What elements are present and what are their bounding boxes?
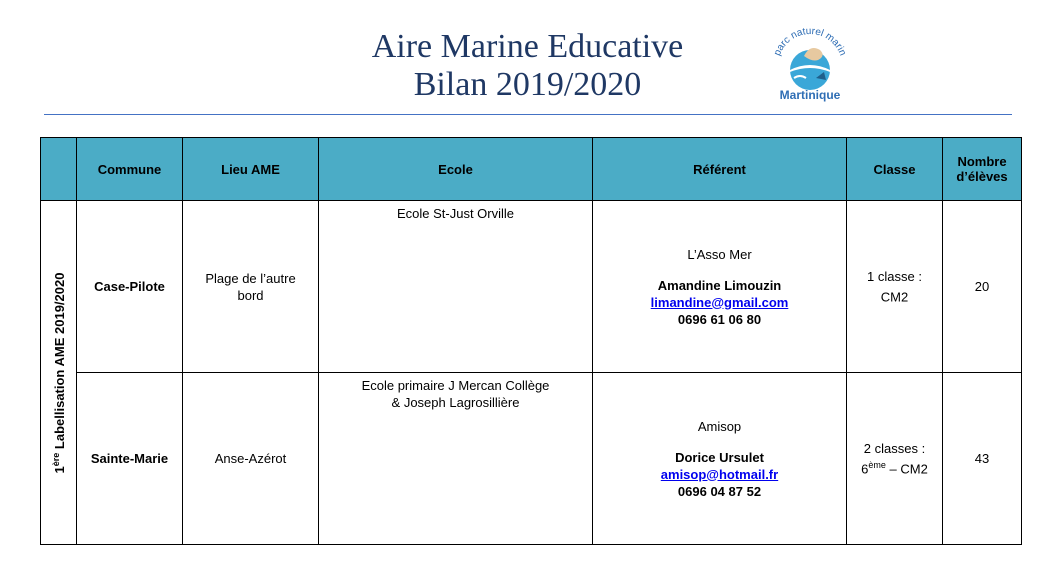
commune-cell: Case-Pilote <box>77 201 183 373</box>
side-label <box>50 272 66 473</box>
referent-phone: 0696 61 06 80 <box>677 311 762 327</box>
park-logo-icon <box>764 20 856 90</box>
classe-pre: 6 <box>861 461 869 477</box>
side-label-cell <box>41 201 77 545</box>
classe-cell <box>847 201 943 373</box>
referent-org: Amisop <box>697 418 742 434</box>
logo-text: Martinique <box>779 88 841 102</box>
title-line-1: Aire Marine Educative <box>371 28 684 65</box>
classe-post: – CM2 <box>885 461 928 477</box>
logo-arc-text: parc naturel marin <box>772 25 848 58</box>
referent-name: Dorice Ursulet <box>675 449 764 465</box>
ame-table <box>40 137 1022 545</box>
side-label-sup: ère <box>50 452 61 466</box>
header-classe: Classe <box>847 138 943 201</box>
document-title <box>300 28 755 104</box>
eleves-cell: 20 <box>943 201 1022 373</box>
ecole-cell <box>319 201 593 373</box>
ecole-cell <box>319 373 593 545</box>
lieu-line1: Plage de l’autre <box>205 270 296 286</box>
classe-line2 <box>848 285 941 305</box>
lieu-cell <box>183 201 319 373</box>
ecole-line1: Ecole St-Just Orville <box>396 206 515 221</box>
referent-email-link[interactable]: amisop@hotmail.fr <box>660 466 779 482</box>
side-label-pre: 1 <box>51 465 67 473</box>
commune-cell: Sainte-Marie <box>77 373 183 545</box>
header-nombre <box>943 138 1022 201</box>
header-rule <box>44 114 1012 115</box>
classe-line1: 1 classe : <box>867 268 922 284</box>
park-logo <box>764 20 856 106</box>
classe-sup: ème <box>868 459 886 470</box>
header-referent: Référent <box>593 138 847 201</box>
header-blank <box>41 138 77 201</box>
lieu-line2: bord <box>237 287 264 303</box>
referent-cell <box>593 201 847 373</box>
eleves-cell: 43 <box>943 373 1022 545</box>
classe-line2 <box>848 457 941 477</box>
side-label-post: Labellisation AME 2019/2020 <box>51 272 67 453</box>
referent-cell <box>593 373 847 545</box>
referent-org: L’Asso Mer <box>687 246 752 262</box>
lieu-cell <box>183 373 319 545</box>
table-row <box>41 373 1022 545</box>
referent-name: Amandine Limouzin <box>657 277 782 293</box>
lieu-line1: Anse-Azérot <box>214 451 287 466</box>
ecole-line1: Ecole primaire J Mercan Collège <box>361 378 550 393</box>
header-nombre-line2: d’élèves <box>956 169 1008 184</box>
classe-pre: CM2 <box>880 289 909 305</box>
title-line-2: Bilan 2019/2020 <box>413 66 642 103</box>
header-nombre-line1: Nombre <box>957 154 1007 169</box>
referent-phone: 0696 04 87 52 <box>677 483 762 499</box>
classe-cell <box>847 373 943 545</box>
classe-line1: 2 classes : <box>863 440 926 456</box>
ecole-line2: & Joseph Lagrosillière <box>391 395 520 410</box>
header-lieu: Lieu AME <box>183 138 319 201</box>
header-row <box>41 138 1022 201</box>
header-commune: Commune <box>77 138 183 201</box>
referent-email-link[interactable]: limandine@gmail.com <box>650 294 789 310</box>
table-row <box>41 201 1022 373</box>
header-ecole: Ecole <box>319 138 593 201</box>
